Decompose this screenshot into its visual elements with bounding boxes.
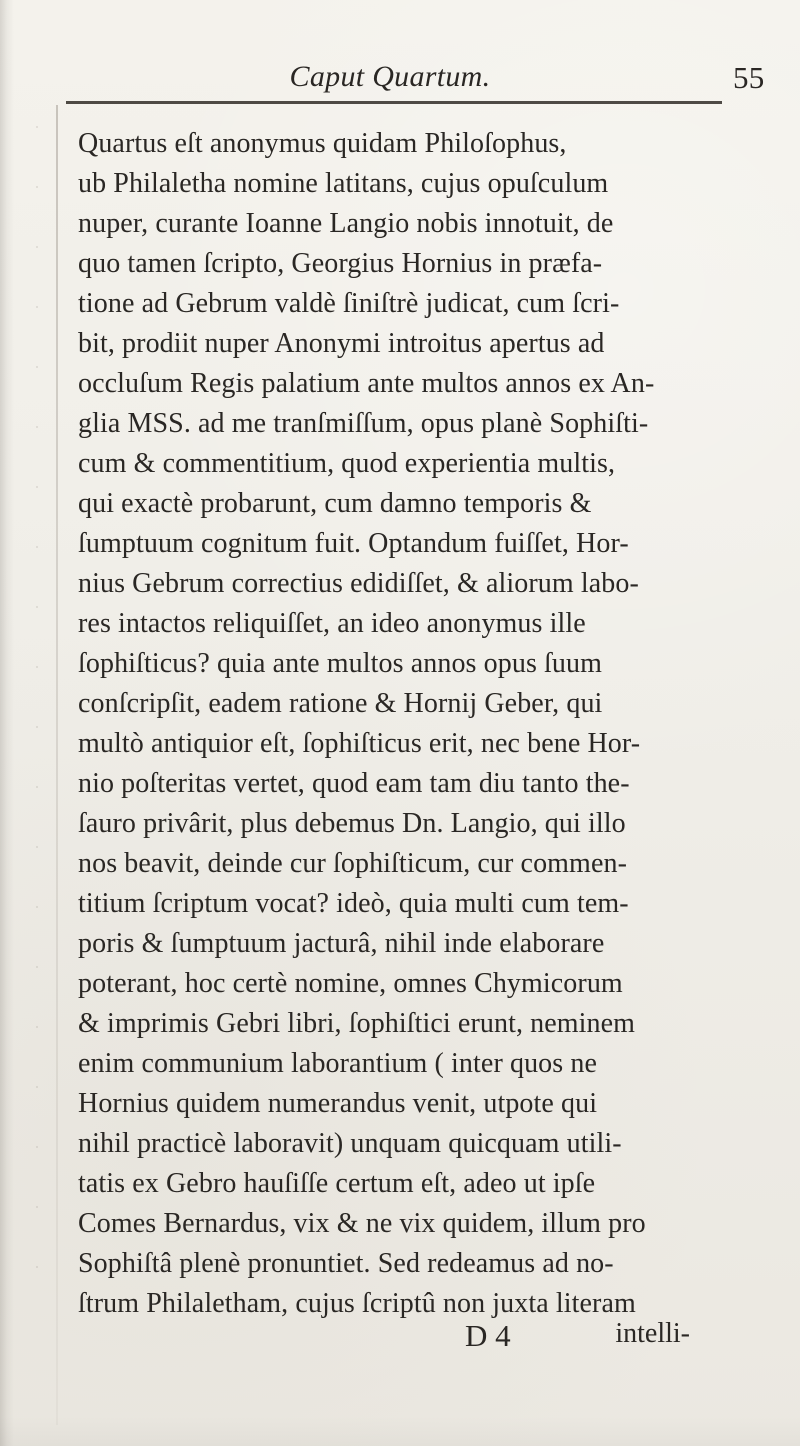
text-line: Hornius quidem numerandus venit, utpote qui: [78, 1088, 598, 1119]
text-line: multò antiquior eſt, ſophiſticus erit, nec bene Hor-: [78, 728, 641, 759]
gutter-mark: [36, 306, 38, 308]
page-footer-row: [150, 1318, 690, 1358]
gutter-mark: [36, 906, 38, 908]
text-line: Sophiſtâ plenè pronuntiet. Sed redeamus ad no-: [78, 1248, 614, 1279]
page-binding-shadow: [0, 0, 14, 1446]
gutter-mark: [36, 1266, 38, 1268]
gutter-mark: [36, 1026, 38, 1028]
gutter-mark: [36, 1086, 38, 1088]
text-line: nuper, curante Ioanne Langio nobis innotuit, de: [78, 208, 614, 239]
gutter-mark: [36, 186, 38, 188]
page-bottom-shadow: [0, 1416, 800, 1446]
header-rule: [66, 101, 722, 104]
gutter-mark: [36, 726, 38, 728]
text-line: nius Gebrum correctius edidiſſet, & aliorum labo-: [78, 568, 639, 599]
page-number: 55: [733, 60, 765, 95]
text-line: bit, prodiit nuper Anonymi introitus apertus ad: [78, 328, 605, 359]
gutter-mark: [36, 786, 38, 788]
gutter-mark: [36, 666, 38, 668]
gutter-marks: [26, 126, 46, 1306]
gutter-mark: [36, 846, 38, 848]
running-head: Caput Quartum.: [289, 60, 491, 93]
text-line: quo tamen ſcripto, Georgius Hornius in præfa-: [78, 248, 603, 279]
text-line: enim communium laborantium ( inter quos ne: [78, 1048, 597, 1079]
text-line: titium ſcriptum vocat? ideò, quia multi cum tem-: [78, 888, 629, 919]
gutter-mark: [36, 546, 38, 548]
gutter-mark: [36, 426, 38, 428]
gutter-mark: [36, 966, 38, 968]
gutter-mark: [36, 366, 38, 368]
gutter-mark: [36, 606, 38, 608]
text-line: tione ad Gebrum valdè ſiniſtrè judicat, cum ſcri-: [78, 288, 620, 319]
gutter-mark: [36, 1146, 38, 1148]
gutter-mark: [36, 486, 38, 488]
gutter-mark: [36, 246, 38, 248]
gutter-line: [56, 105, 58, 1425]
text-line: ſtrum Philaletham, cujus ſcriptû non juxta literam: [78, 1288, 636, 1319]
text-line: nos beavit, deinde cur ſophiſticum, cur commen-: [78, 848, 627, 879]
text-line: tatis ex Gebro hauſiſſe certum eſt, adeo ut ipſe: [78, 1168, 596, 1199]
main-text-block: [78, 124, 720, 1324]
signature-mark: D 4: [465, 1318, 511, 1353]
text-line: qui exactè probarunt, cum damno temporis &: [78, 488, 592, 519]
catchword: intelli-: [615, 1318, 690, 1349]
text-line: nio poſteritas vertet, quod eam tam diu tanto the-: [78, 768, 630, 799]
page-header: [0, 58, 800, 102]
text-line: & imprimis Gebri libri, ſophiſtici erunt, neminem: [78, 1008, 636, 1039]
text-line: poris & ſumptuum jacturâ, nihil inde elaborare: [78, 928, 605, 959]
text-line: glia MSS. ad me tranſmiſſum, opus planè Sophiſti-: [78, 408, 649, 439]
text-line: ſumptuum cognitum fuit. Optandum fuiſſet, Hor-: [78, 528, 629, 559]
text-line: ſophiſticus? quia ante multos annos opus ſuum: [78, 648, 603, 679]
text-line: cum & commentitium, quod experientia multis,: [78, 448, 616, 479]
text-line: occluſum Regis palatium ante multos annos ex An-: [78, 368, 655, 399]
text-line: poterant, hoc certè nomine, omnes Chymicorum: [78, 968, 623, 999]
gutter-mark: [36, 1206, 38, 1208]
text-line: Comes Bernardus, vix & ne vix quidem, illum pro: [78, 1208, 646, 1239]
text-line: ub Philaletha nomine latitans, cujus opuſculum: [78, 168, 609, 199]
text-line: conſcripſit, eadem ratione & Hornij Geber, qui: [78, 688, 603, 719]
text-line: Quartus eſt anonymus quidam Philoſophus,: [78, 128, 567, 159]
text-line: res intactos reliquiſſet, an ideo anonymus ille: [78, 608, 586, 639]
text-line: ſauro privârit, plus debemus Dn. Langio, qui illo: [78, 808, 626, 839]
gutter-mark: [36, 126, 38, 128]
text-line: nihil practicè laboravit) unquam quicquam utili-: [78, 1128, 622, 1159]
